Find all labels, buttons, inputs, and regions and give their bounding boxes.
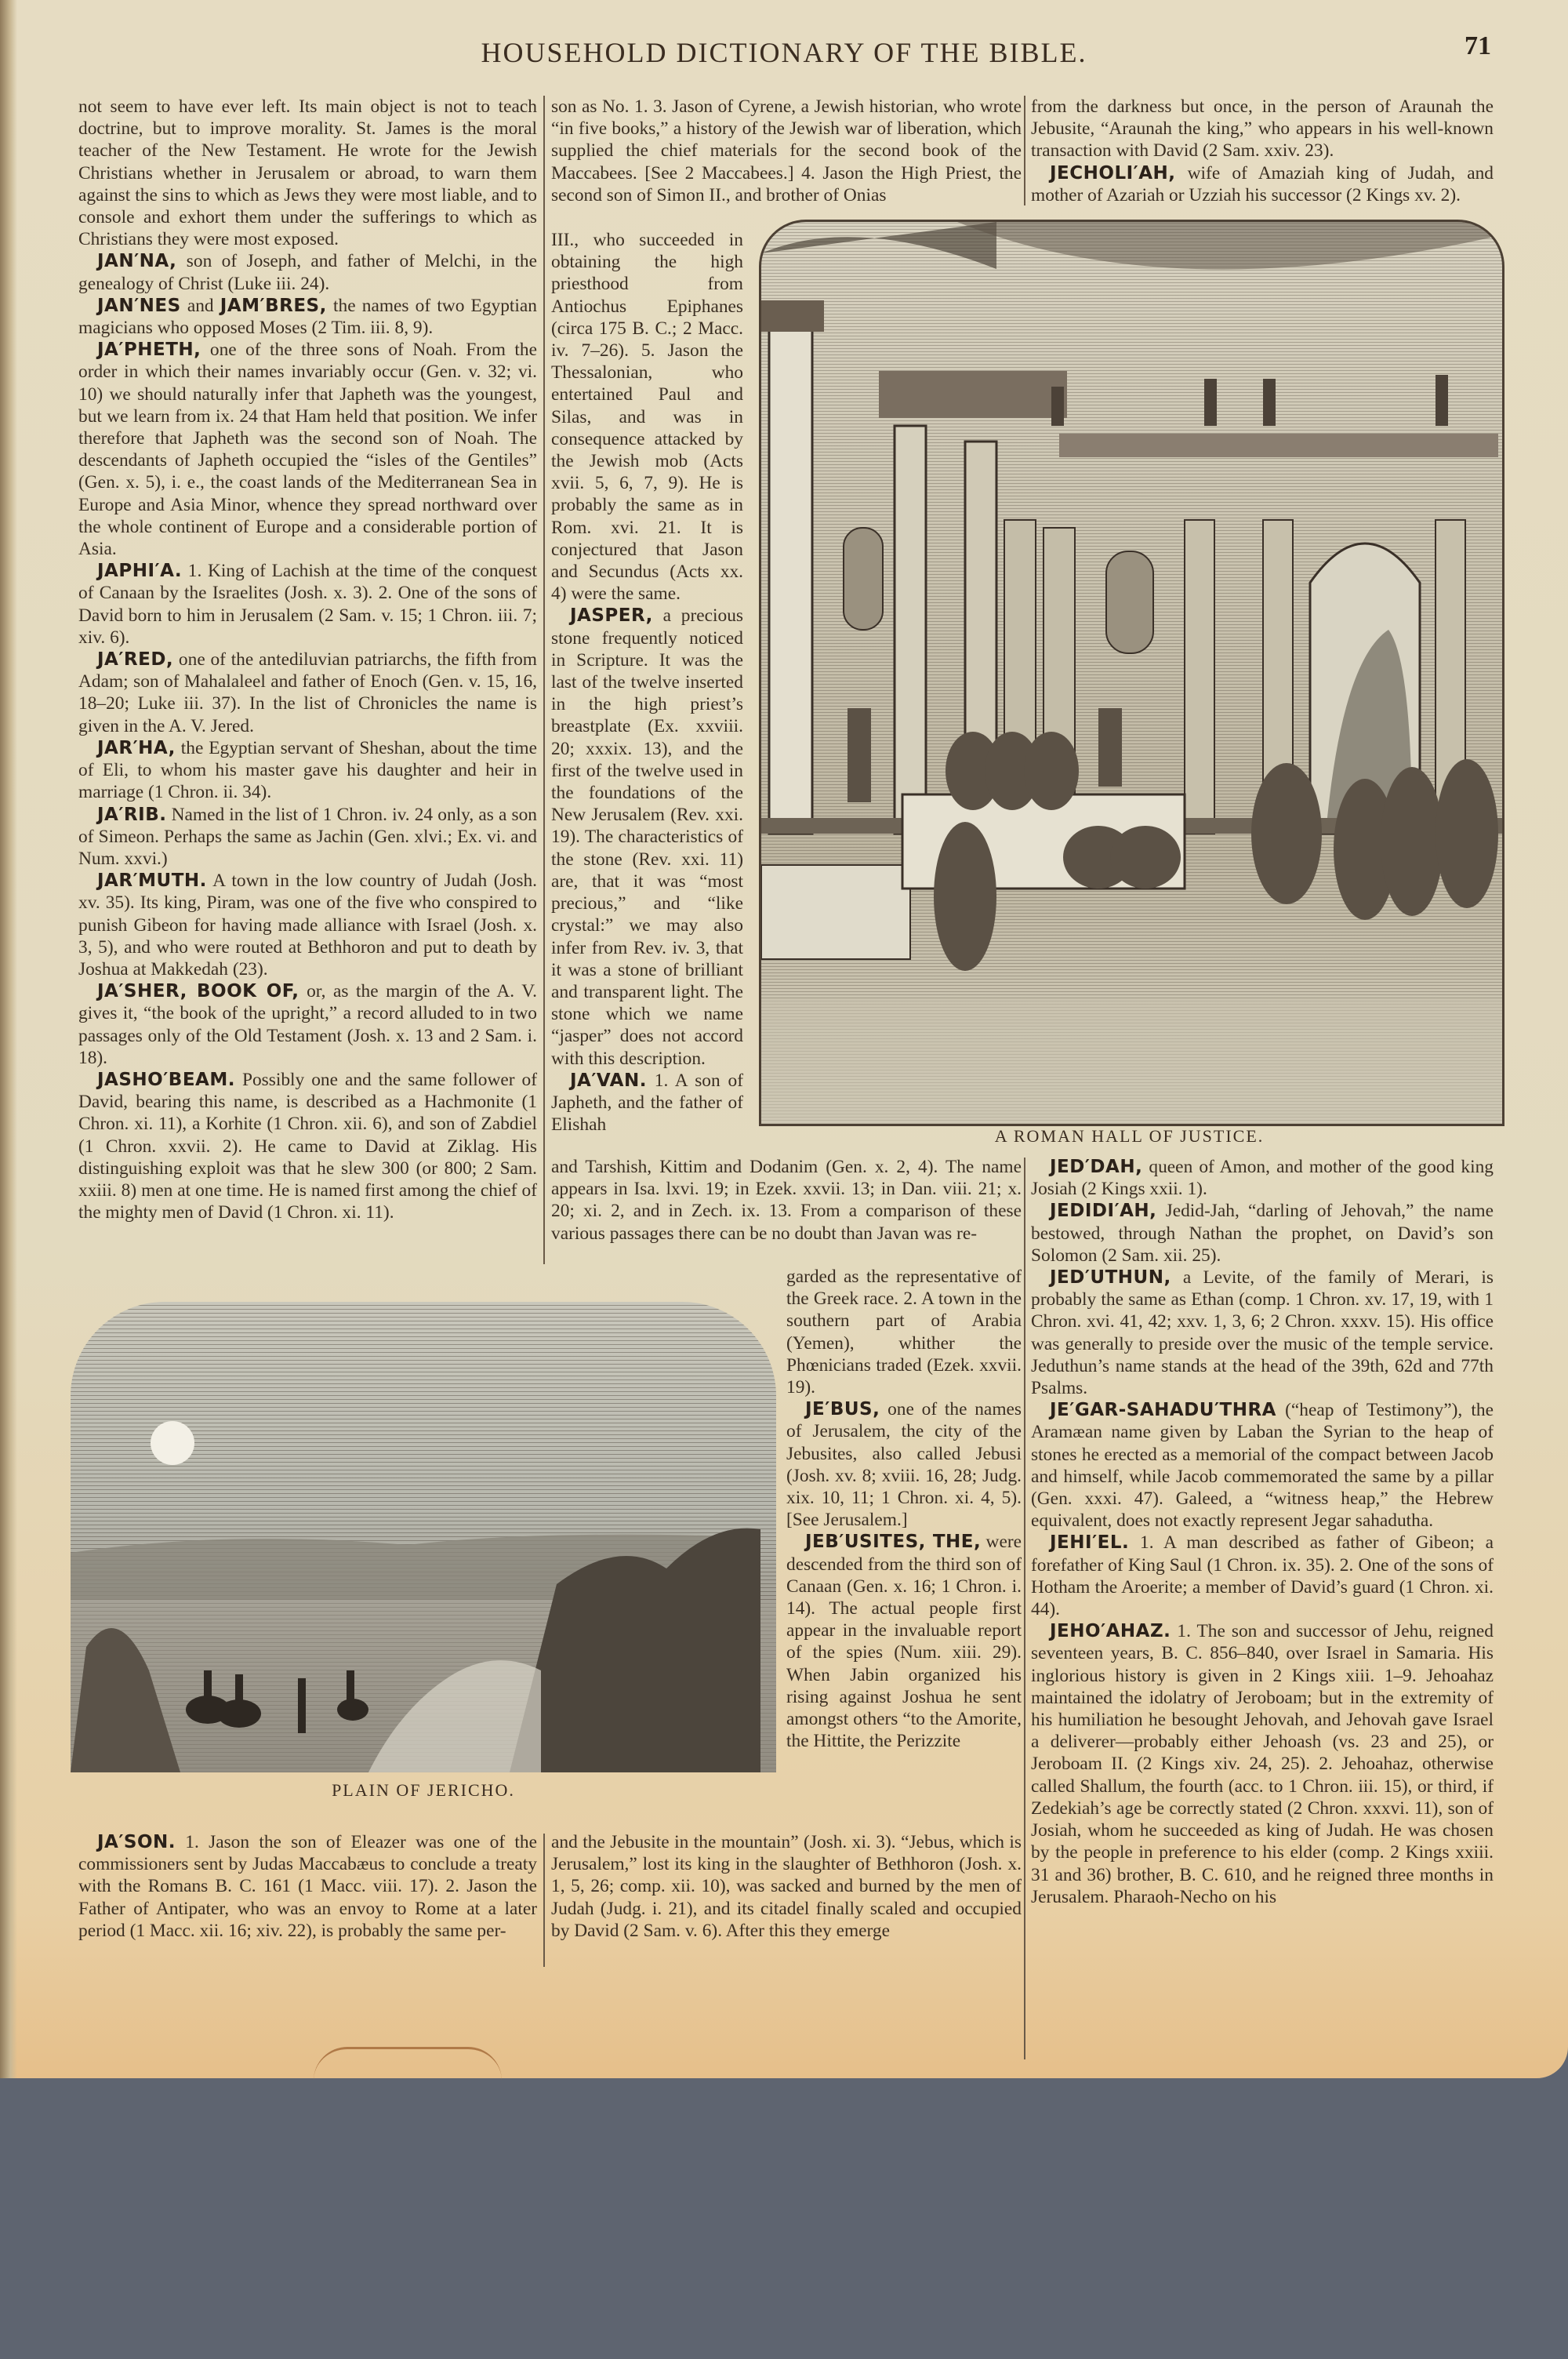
entry-headword: JAR′MUTH. — [97, 871, 207, 892]
page-number: 71 — [1465, 31, 1491, 60]
entry-text: 1. King of Lachish at the time of the conquest of Canaan by the Israelites (Josh. x. 3). 2. One of the sons of David born to him in Jerusalem (2 Sam. v. 15; 1 Chron. iii. 7; xiv. 6). — [78, 561, 537, 648]
dictionary-entry — [78, 649, 537, 737]
roman-hall-illustration — [759, 220, 1504, 1126]
dictionary-entry — [1031, 1200, 1494, 1267]
entry-text: one of the antediluvian patriarchs, the fifth from Adam; son of Mahalaleel and father of Enoch (Gen. v. 15, 16, 18–20; Luke iii. 37). In the list of Chronicles the name is given in the A. V. Jered. — [78, 649, 537, 736]
dictionary-entry — [78, 870, 537, 980]
entry-text: and the Jebusite in the mountain” (Josh. xi. 3). “Jebus, which is Jerusalem,” lost its king in the slaughter of Bethhoron (Josh. x. 1, 5, 26; comp. xii. 10), was sacked and burned by the men of Judah (Judg. i. 21), and its citadel finally scaled and occupied by David (2 Sam. v. 6). After this they emerge — [551, 1832, 1022, 1941]
dictionary-entry — [1031, 1532, 1494, 1620]
entry-headword: JAN′NES — [97, 295, 181, 316]
entry-text: garded as the representative of the Greek race. 2. A town in the southern part of Arabia (Yemen), whither the Phœnicians traded (Ezek. xxvii. 19). — [786, 1267, 1022, 1398]
entry-headword: JA′PHETH, — [97, 340, 201, 361]
entry-text: from the darkness but once, in the person of Araunah the Jebusite, “Araunah the king,” who appears in his well-known transaction with David (2 Sam. xxiv. 23). — [1031, 96, 1494, 162]
entry-text: 1. The son and successor of Jehu, reigned seventeen years, B. C. 856–840, over Israel in Samaria. His inglorious history is given in 2 Kings xiii. 1–9. Jehoahaz maintained the idolatry of Jeroboam; but in the extremity of his humiliation he besought Jehovah, and Jehovah gave Israel a deliverer—probably either Jehoash (vs. 23 and 25), or Jeroboam II. (2 Kings xiv. 24, 25). 2. Jehoahaz, otherwise called Shallum, the fourth (acc. to 1 Chron. iii. 15), or third, if Zedekiah’s age be correctly stated (2 Chron. xxxvi. 11), son of Josiah, whom he succeeded as king of Judah. He was chosen by the people in preference to his elder (comp. 2 Kings xxiii. 31 and 36) brother, B. C. 610, and he reigned three months in Jerusalem. Pharaoh-Necho on his — [1031, 1621, 1494, 1907]
entry-text: 1. A man described as father of Gibeon; a forefather of King Saul (1 Chron. ix. 35). 2. One of the sons of Hotham the Aroerite; a member of David’s guard (1 Chron. xi. 44). — [1031, 1532, 1494, 1620]
page-tear — [314, 2047, 502, 2081]
dictionary-entry — [1031, 1399, 1494, 1532]
entry-headword: JECHOLI′AH, — [1050, 162, 1176, 184]
entry-headword: JAR′HA, — [97, 737, 176, 758]
column-1-bottom — [78, 1831, 537, 1942]
entry-text: not seem to have ever left. Its main object is not to teach doctrine, but to improve morality. St. James is the moral teacher of the New Testament. He wrote for the Jewish Christians whether in Jerusalem or abroad, to warn them against the sins to which as Jews they were most liable, and to console and exhort them under the sufferings to which as Christians they were most exposed. — [78, 96, 537, 250]
roman-hall-engraving — [761, 222, 1502, 1124]
entry-text: and — [180, 295, 220, 316]
jericho-caption: PLAIN OF JERICHO. — [332, 1780, 515, 1800]
entry-headword: JA′VAN. — [570, 1070, 647, 1091]
entry-headword: JA′RED, — [97, 649, 174, 671]
entry-text: 1. A son of Japheth, and the father of Elishah — [551, 1070, 743, 1136]
column-2-javan — [551, 1156, 1022, 1245]
entry-headword: JASPER, — [570, 605, 653, 627]
column-2-top — [551, 96, 1022, 206]
entry-text: A town in the low country of Judah (Josh. xv. 35). Its king, Piram, was one of the five who conspired to punish Gibeon for having made alliance with Israel (Josh. x. 3, 5), and who were routed at Bethhoron and put to death by Joshua at Makkedah (23). — [78, 871, 537, 980]
column-rule — [1024, 96, 1025, 205]
entry-text: III., who succeeded in obtaining the high priesthood from Antiochus Epiphanes (circa 175 B. C.; 2 Macc. iv. 7–26). 5. Jason the Thessalonian, who entertained Paul and Silas, and was in consequence attacked by the Jewish mob (Acts xvii. 5, 6, 7, 9). He is probably the same as in Rom. xvi. 21. It is conjectured that Jason and Secundus (Acts xx. 4) were the same. — [551, 230, 743, 605]
dictionary-entry — [786, 1531, 1022, 1752]
entry-text: one of the names of Jerusalem, the city of the Jebusites, also called Jebusi (Josh. xv. 8; xviii. 16, 28; Judg. xix. 10, 11; 1 Chron. xi. 4, 5). [See Jerusalem.] — [786, 1399, 1022, 1531]
dictionary-entry — [1031, 1267, 1494, 1399]
entry-text: Jedid-Jah, “darling of Jehovah,” the name bestowed, through Nathan the prophet, on David’s son Solomon (2 Sam. xii. 25). — [1031, 1201, 1494, 1266]
dictionary-entry — [78, 1069, 537, 1223]
column-3-bottom — [1031, 1156, 1494, 1908]
entry-headword: JA′RIB. — [97, 804, 167, 825]
entry-headword: JA′SHER, BOOK OF, — [97, 981, 299, 1002]
jericho-engraving — [71, 1302, 776, 1772]
entry-headword: JEB′USITES, THE, — [805, 1532, 982, 1553]
entry-headword: JE′BUS, — [805, 1399, 880, 1420]
entry-text: the Egyptian servant of Sheshan, about the time of Eli, to whom his master gave his daughter and heir in marriage (1 Chron. ii. 34). — [78, 737, 537, 803]
dictionary-entry — [551, 229, 743, 605]
entry-headword: JE′GAR-SAHADU′THRA — [1050, 1400, 1276, 1421]
column-rule — [543, 1834, 545, 1967]
entry-headword: JASHO′BEAM. — [97, 1069, 235, 1090]
entry-headword: JA′SON. — [97, 1832, 176, 1852]
column-1 — [78, 96, 537, 1223]
roman-hall-caption: A ROMAN HALL OF JUSTICE. — [994, 1126, 1265, 1146]
dictionary-entry — [78, 804, 537, 871]
entry-text: (“heap of Testimony”), the Aramæan name given by Laban the Syrian to the heap of stones he erected as a memorial of the compact between Jacob and himself, while Jacob commemorated the same by a pillar (Gen. xxxi. 47). Galeed, a “witness heap,” the Hebrew equivalent, does not exactly represent Jegar sahadutha. — [1031, 1400, 1494, 1532]
entry-text: were descended from the third son of Canaan (Gen. x. 16; 1 Chron. i. 14). The actual people first appear in the invaluable report of the spies (Num. xiii. 29). When Jabin organized his rising against Joshua he sent amongst others “to the Amorite, the Hittite, the Perizzite — [786, 1532, 1022, 1752]
entry-headword: JED′UTHUN, — [1050, 1267, 1171, 1289]
entry-text: 1. Jason the son of Eleazer was one of the commissioners sent by Judas Maccabæus to conclude a treaty with the Romans B. C. 161 (1 Macc. viii. 17). 2. Jason the Father of Antipater, who was an envoy to Rome at a later period (1 Macc. xii. 16; xiv. 22), is probably the same per- — [78, 1832, 537, 1941]
entry-text: a Levite, of the family of Merari, is probably the same as Ethan (comp. 1 Chron. xv. 17, 19, with 1 Chron. xvi. 41, 42; xxv. 1, 3, 6; 2 Chron. xxxv. 15). His office was generally to preside over the music of the temple service. Jeduthun’s name stands at the head of the 39th, 62d and 77th Psalms. — [1031, 1267, 1494, 1399]
dictionary-entry — [78, 295, 537, 339]
entry-headword: JEHO′AHAZ. — [1050, 1621, 1171, 1642]
dictionary-entry — [1031, 1620, 1494, 1908]
dictionary-entry — [78, 339, 537, 560]
entry-text: Possibly one and the same follower of David, bearing this name, is described as a Hachmonite (1 Chron. xi. 11), a Korhite (1 Chron. xii. 6), and son of Zabdiel (1 Chron. xxvii. 2). He came to David at Ziklag. His distinguishing exploit was that he slew 300 (or 800; 2 Sam. xxiii. 8) men at one time. He is named first among the chief of the mighty men of David (1 Chron. xi. 11). — [78, 1069, 537, 1223]
dictionary-entry — [551, 605, 743, 1069]
entry-text: queen of Amon, and mother of the good king Josiah (2 Kings xxii. 1). — [1031, 1157, 1494, 1200]
entry-text: a precious stone frequently noticed in Scripture. It was the last of the twelve inserted in the high priest’s breastplate (Ex. xxviii. 20; xxxix. 13), and the first of the twelve used in the foundations of the New Jerusalem (Rev. xxi. 19). The characteristics of the stone (Rev. xxi. 11) are, that it was “most precious,” and “like crystal:” we may also infer from Rev. iv. 3, that it was a stone of brilliant and transparent light. The stone which we name “jasper” does not accord with this description. — [551, 605, 743, 1069]
entry-text: one of the three sons of Noah. From the order in which their names invariably occur (Gen. v. 32; vi. 10) we should naturally infer that Japheth was the youngest, but we learn from ix. 24 that Ham held that position. We infer therefore that Japheth was the second son of Noah. The descendants of Japheth occupied the “isles of the Gentiles” (Gen. x. 5), i. e., the coast lands of the Mediterranean Sea in Europe and Asia Minor, whence they spread northward over the whole continent of Europe and a considerable portion of Asia. — [78, 340, 537, 560]
dictionary-entry — [78, 250, 537, 294]
column-2-bottom — [551, 1831, 1022, 1942]
dictionary-entry — [551, 1070, 743, 1136]
entry-text: son of Joseph, and father of Melchi, in the genealogy of Christ (Luke iii. 24). — [78, 251, 537, 294]
entry-text: wife of Amaziah king of Judah, and mother of Azariah or Uzziah his successor (2 Kings xv. 2). — [1031, 162, 1494, 205]
entry-headword: JEHI′EL. — [1050, 1532, 1130, 1554]
dictionary-entry — [1031, 1156, 1494, 1200]
column-rule — [543, 96, 545, 1264]
entry-headword: JED′DAH, — [1050, 1157, 1143, 1177]
column-2-right-narrow — [786, 1266, 1022, 1752]
dictionary-entry — [78, 1831, 537, 1942]
dictionary-entry — [78, 560, 537, 649]
column-rule — [1024, 1158, 1025, 2059]
dictionary-entry — [786, 1266, 1022, 1398]
dictionary-entry — [78, 980, 537, 1069]
entry-headword: JAN′NA, — [97, 251, 177, 272]
entry-text: and Tarshish, Kittim and Dodanim (Gen. x. 2, 4). The name appears in Isa. lxvi. 19; in Ezek. xxvii. 13; in Dan. viii. 21; x. 20; xi. 2, and in Zech. ix. 13. From a comparison of these various passages there can be no doubt than Javan was re- — [551, 1157, 1022, 1244]
entry-headword: JEDIDI′AH, — [1050, 1201, 1157, 1222]
entry-headword: JAPHI′A. — [97, 561, 183, 582]
dictionary-entry — [78, 96, 537, 250]
column-2-narrow — [551, 229, 743, 1136]
entry-text: Named in the list of 1 Chron. iv. 24 only, as a son of Simeon. Perhaps the same as Jachin (Gen. xlvi.; Ex. vi. and Num. xxvi.) — [78, 804, 537, 869]
entry-text: son as No. 1. 3. Jason of Cyrene, a Jewish historian, who wrote “in five books,” a history of the Jewish war of liberation, which supplied the chief materials for the second book of the Maccabees. [See 2 Maccabees.] 4. Jason the High Priest, the second son of Simon II., and brother of Onias — [551, 96, 1022, 205]
entry-headword: JAM′BRES, — [220, 295, 327, 316]
entry-text: or, as the margin of the A. V. gives it, “the book of the upright,” a record alluded to in two passages only of the Old Testament (Josh. x. 13 and 2 Sam. i. 18). — [78, 981, 537, 1068]
dictionary-entry — [786, 1398, 1022, 1531]
dictionary-entry — [78, 737, 537, 804]
running-head: HOUSEHOLD DICTIONARY OF THE BIBLE. — [481, 37, 1087, 68]
entry-text: the names of two Egyptian magicians who opposed Moses (2 Tim. iii. 8, 9). — [78, 295, 538, 339]
column-3-top — [1031, 96, 1494, 206]
dictionary-entry — [1031, 96, 1494, 162]
plain-of-jericho-illustration — [71, 1302, 776, 1772]
dictionary-entry — [1031, 162, 1494, 206]
